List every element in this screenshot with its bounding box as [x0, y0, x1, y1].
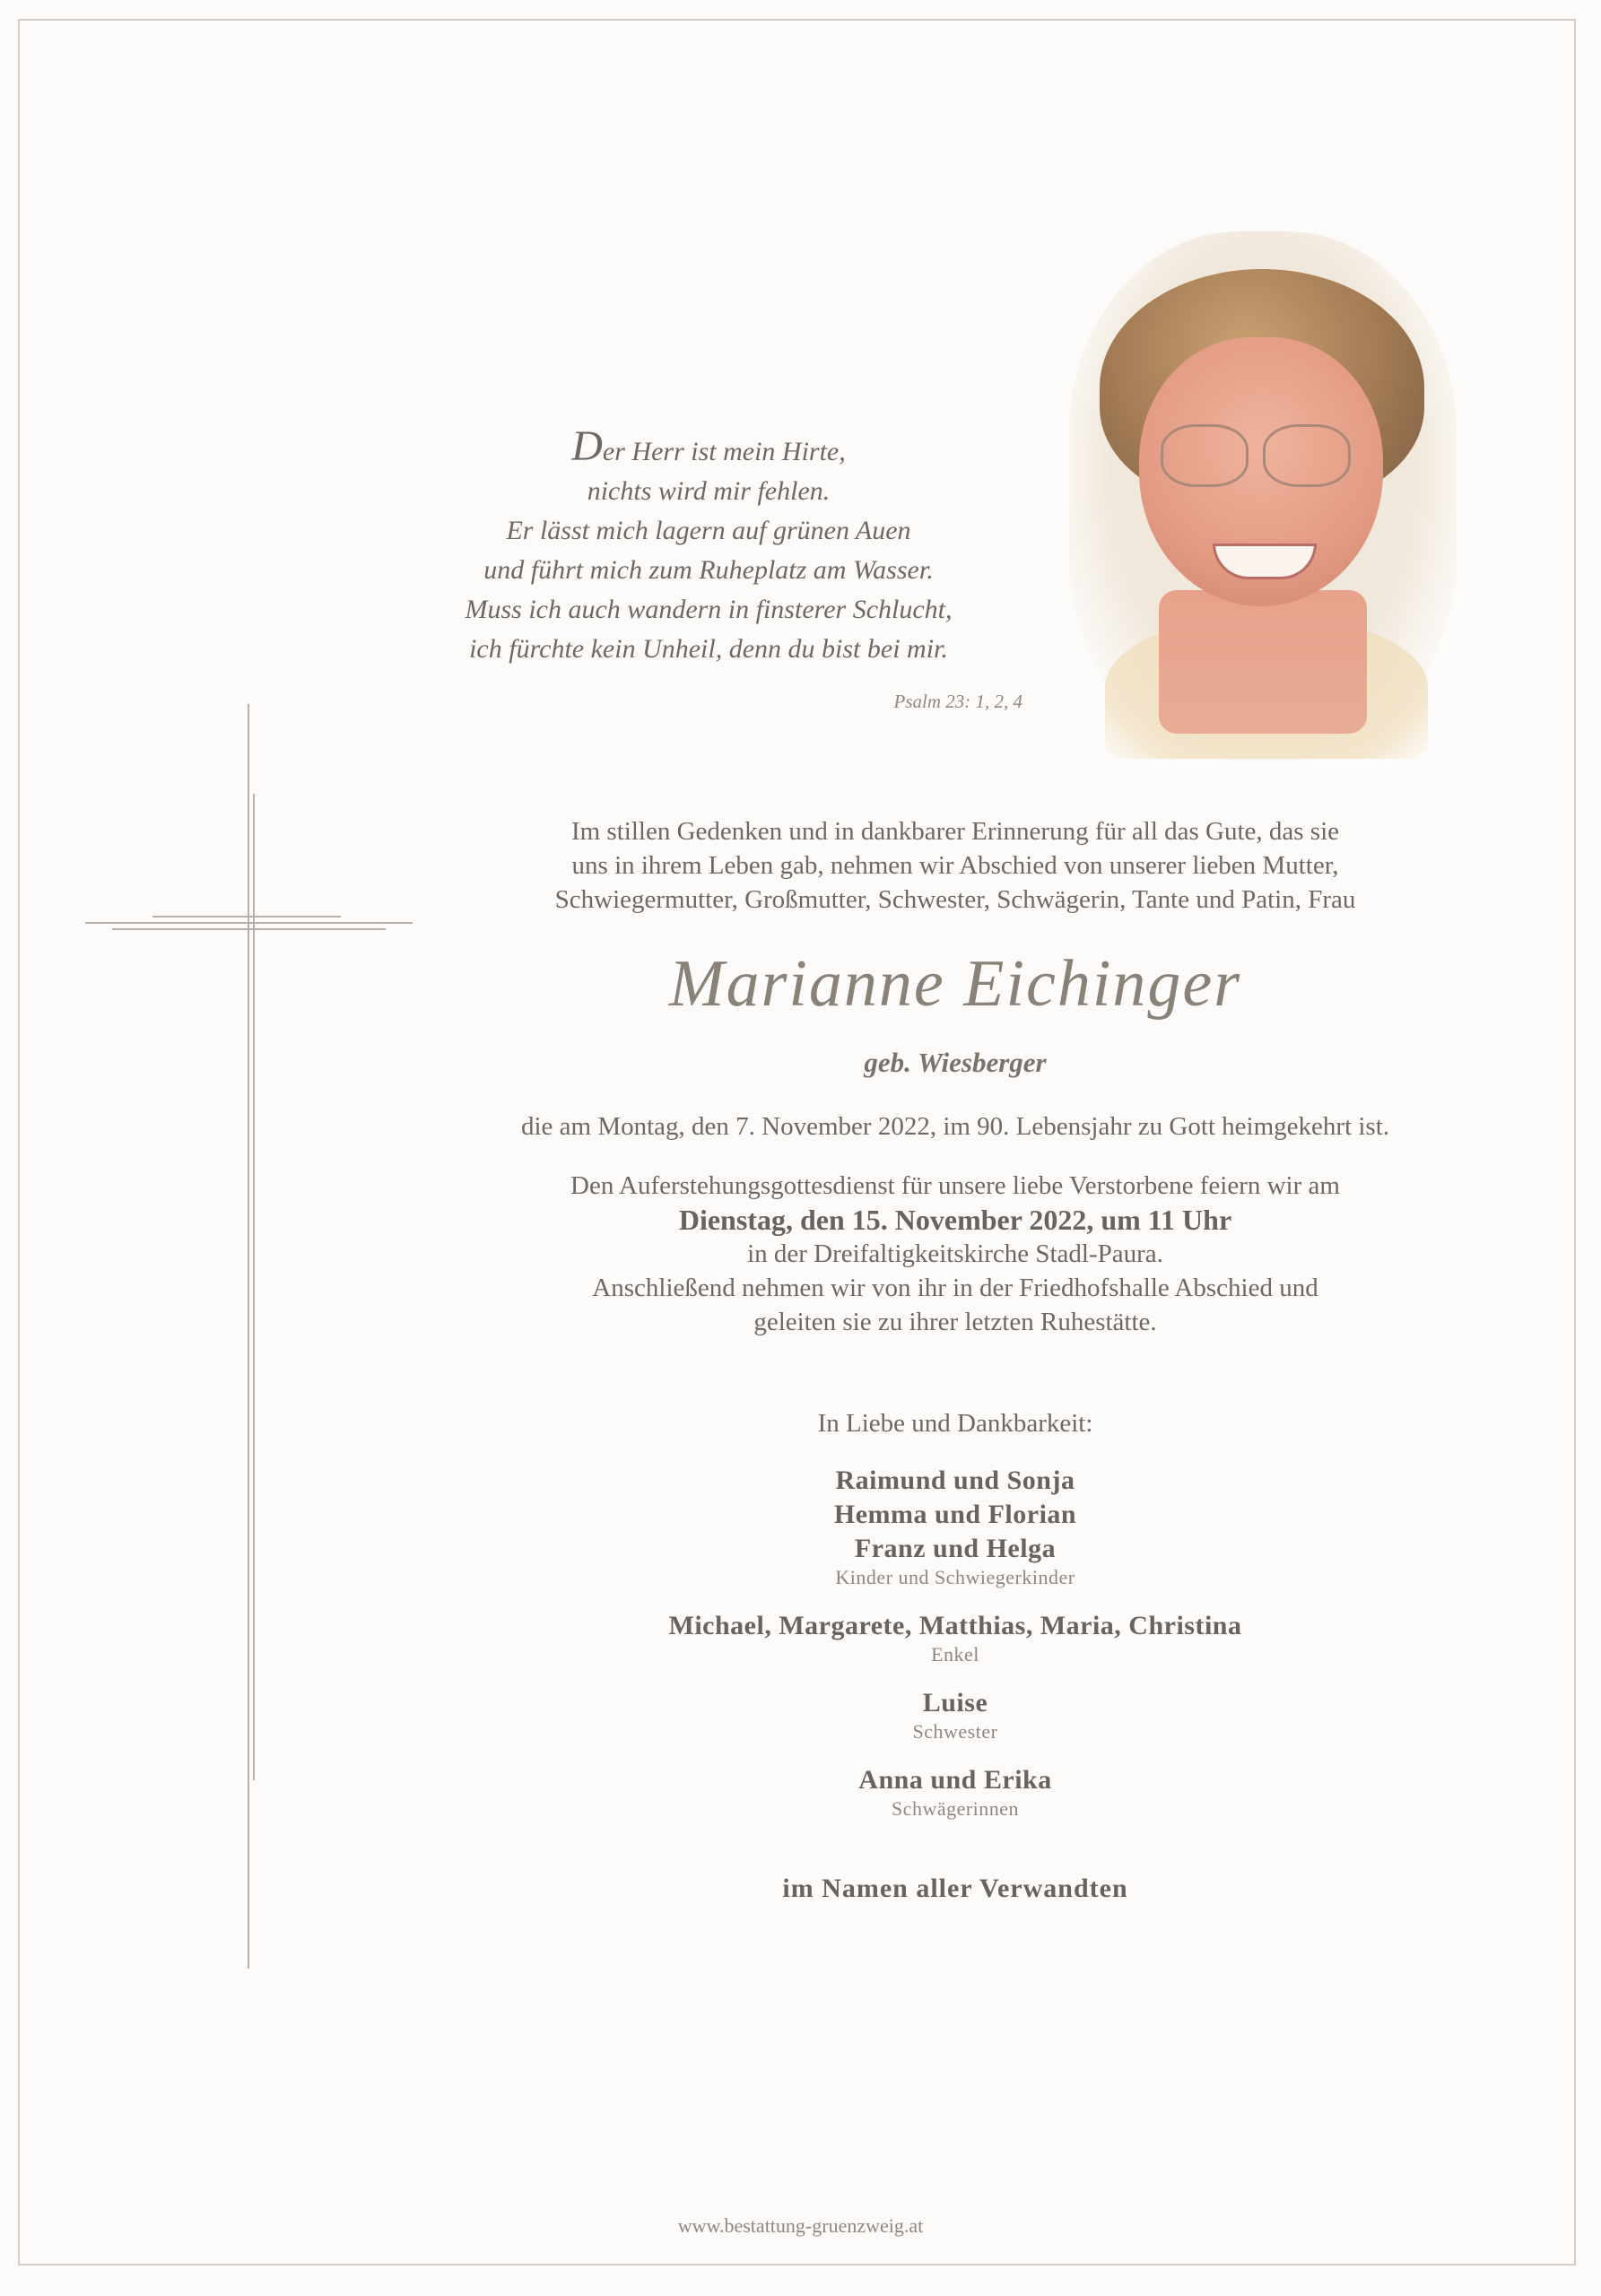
mourner-relation: Kinder und Schwiegerkinder [835, 1566, 1075, 1588]
mourner-group [439, 1686, 1471, 1744]
psalm-quote [386, 422, 1031, 712]
psalm-line-4: und führt mich zum Ruheplatz am Wasser. [483, 555, 934, 585]
service-line: geleiten sie zu ihrer letzten Ruhestätte. [753, 1308, 1157, 1336]
service-date: Dienstag, den 15. November 2022, um 11 Uhr [678, 1204, 1232, 1236]
glasses-icon [1161, 424, 1249, 487]
deceased-name: Marianne Eichinger [668, 947, 1242, 1021]
mourners-heading: In Liebe und Dankbarkeit: [817, 1409, 1093, 1438]
mourner-name: Hemma und Florian [833, 1500, 1077, 1529]
mourner-name: Anna und Erika [858, 1765, 1052, 1795]
mourner-relation: Schwester [912, 1720, 998, 1743]
service-info [439, 1169, 1471, 1339]
intro-line: uns in ihrem Leben gab, nehmen wir Abschied von unserer lieben Mutter, [571, 851, 1339, 880]
mourner-name: Michael, Margarete, Matthias, Maria, Christina [668, 1611, 1242, 1640]
closing-line: im Namen aller Verwandten [782, 1874, 1128, 1903]
mourner-name: Raimund und Sonja [835, 1465, 1075, 1495]
mourner-group [439, 1763, 1471, 1821]
service-line: Anschließend nehmen wir von ihr in der Friedhofshalle Abschied und [592, 1274, 1318, 1302]
psalm-line-5: Muss ich auch wandern in finsterer Schlucht, [465, 595, 953, 624]
cross-icon [85, 704, 426, 1969]
mourner-group [439, 1464, 1471, 1589]
portrait-photo [1069, 231, 1457, 761]
mourner-relation: Enkel [931, 1643, 979, 1665]
psalm-line-2: nichts wird mir fehlen. [587, 476, 831, 506]
maiden-name: geb. Wiesberger [864, 1047, 1047, 1078]
intro-text [439, 814, 1471, 917]
death-line: die am Montag, den 7. November 2022, im 90. Lebensjahr zu Gott heimgekehrt ist. [520, 1112, 1390, 1141]
mourners-list [439, 1464, 1471, 1837]
mourner-relation: Schwägerinnen [891, 1797, 1020, 1820]
mourner-name: Luise [922, 1688, 988, 1718]
psalm-initial: D [571, 422, 603, 470]
intro-line: Schwiegermutter, Großmutter, Schwester, Schwägerin, Tante und Patin, Frau [554, 885, 1356, 914]
psalm-reference: Psalm 23: 1, 2, 4 [893, 691, 1022, 712]
service-line: Den Auferstehungsgottesdienst für unsere liebe Verstorbene feiern wir am [570, 1171, 1340, 1200]
psalm-line-3: Er lässt mich lagern auf grünen Auen [506, 516, 911, 545]
footer-website: www.bestattung-gruenzweig.at [677, 2214, 924, 2237]
psalm-line-1: Der Herr ist mein Hirte, [571, 422, 846, 470]
intro-line: Im stillen Gedenken und in dankbarer Erinnerung für all das Gute, das sie [570, 817, 1340, 846]
mourner-group [439, 1609, 1471, 1666]
service-location: in der Dreifaltigkeitskirche Stadl-Paura. [747, 1239, 1163, 1268]
mourner-name: Franz und Helga [854, 1534, 1057, 1563]
psalm-line-6: ich fürchte kein Unheil, denn du bist bei mir. [469, 634, 948, 664]
